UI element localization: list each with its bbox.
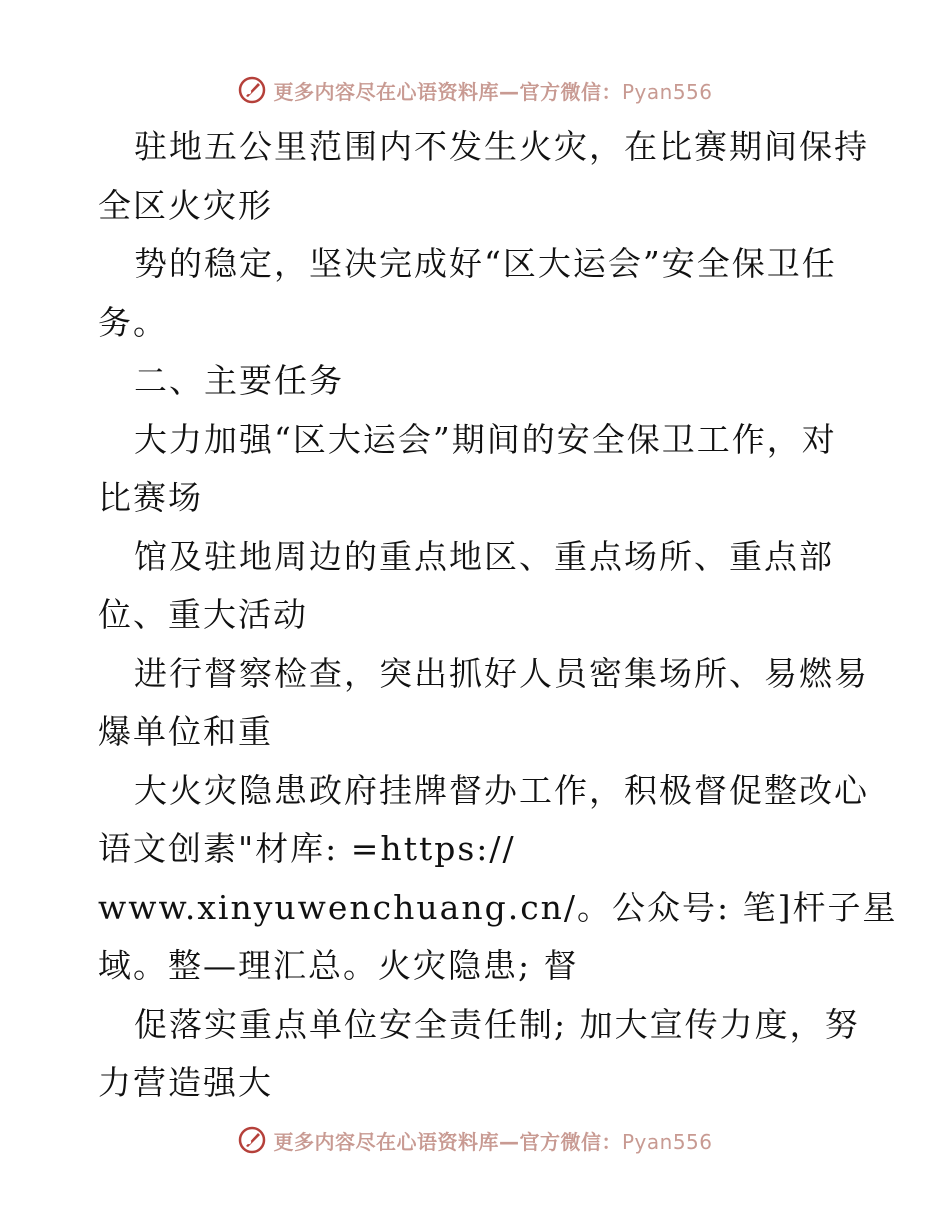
text-line: 比赛场: [98, 478, 203, 517]
text-line: 促落实重点单位安全责任制; 加大宣传力度，努: [134, 1004, 860, 1044]
header-watermark-id: Pyan556: [621, 79, 713, 104]
text-line: 馆及驻地周边的重点地区、重点场所、重点部: [134, 536, 834, 576]
footer-watermark-id: Pyan556: [621, 1129, 713, 1154]
text-line: 势的稳定，坚决完成好“区大运会”安全保卫任: [134, 244, 837, 283]
footer-watermark-text: 更多内容尽在心语资料库—官方微信：: [273, 1129, 622, 1154]
text-line: 全区火灾形: [98, 185, 273, 225]
header-watermark: [0, 70, 950, 110]
text-line: 语文创素"材库: =https://: [98, 829, 516, 868]
text-line: 域。整—理汇总。火灾隐患; 督: [98, 946, 579, 985]
text-line: www.xinyuwenchuang.cn/。公众号: 笔]杆子星: [98, 887, 898, 927]
quill-logo-icon: [237, 75, 267, 105]
text-line: 力营造强大: [98, 1063, 273, 1102]
text-line: 位、重大活动: [98, 595, 308, 634]
text-line: 大火灾隐患政府挂牌督办工作，积极督促整改心: [134, 770, 869, 810]
text-line: 驻地五公里范围内不发生火灾，在比赛期间保持: [134, 127, 869, 166]
text-line: 务。: [98, 302, 168, 342]
text-line: 大力加强“区大运会”期间的安全保卫工作，对: [134, 419, 837, 459]
text-line: 爆单位和重: [98, 712, 273, 751]
document-body: [98, 118, 898, 1113]
section-heading: 二、主要任务: [134, 361, 344, 400]
text-line: 进行督察检查，突出抓好人员密集场所、易燃易: [134, 653, 869, 693]
footer-watermark: [0, 1120, 950, 1160]
quill-logo-icon: [237, 1125, 267, 1155]
header-watermark-text: 更多内容尽在心语资料库—官方微信：: [273, 79, 622, 104]
